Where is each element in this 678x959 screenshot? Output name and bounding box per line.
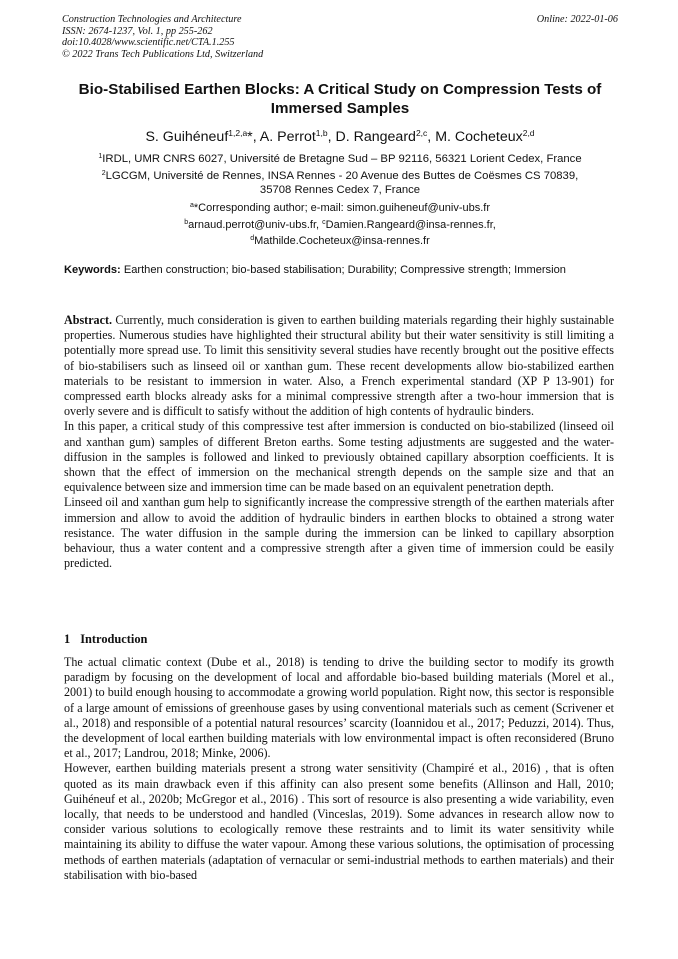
keywords-text: Earthen construction; bio-based stabilisation; Durability; Compressive strength; Immersion (123, 264, 566, 276)
body-paragraph: The actual climatic context (Dube et al., 2018) is tending to drive the building sector to modify its growth paradigm by focusing on the development of local and affordable bio-based building materials (Morel et al., 2001) to build enough housing to accommodate a growing world population. Right now, this sector is responsible of a large amount of emissions of greenhouse gases by using conventional materials such as cement (Scrivener et al., 2018) and responsible of a potential natural resources’ scarcity (Ioannidou et al., 2017; Peduzzi, 2014). Thus, the development of local earthen building materials with low environmental impact is often reconsidered (Bruno et al., 2017; Landrou, 2018; Minke, 2006). (64, 655, 614, 761)
section-heading (64, 632, 147, 647)
author-affil-sup: 1,b (315, 128, 328, 138)
abstract-paragraph: Linseed oil and xanthan gum help to significantly increase the compressive strength of the earthen materials after immersion and allow to avoid the addition of hydraulic binders in earthen blocks to obtained a strong water resistance. The water diffusion in the sample during the immersion can be linked to capillary absorption behaviour, thus a water content and a compressive strength after a given time of immersion could be easily predicted. (64, 495, 614, 571)
online-date: Online: 2022-01-06 (536, 14, 618, 25)
email-sup: b (184, 218, 189, 226)
email-line (40, 232, 640, 249)
abstract-label: Abstract. (64, 313, 113, 327)
author-affil-sup: 1,2,a (228, 128, 248, 138)
keywords-label: Keywords: (64, 264, 121, 276)
author-separator: *, (247, 129, 260, 145)
email-text: Damien.Rangeard@insa-rennes.fr, (325, 218, 496, 231)
abstract (64, 313, 614, 571)
affiliation-2 (40, 167, 640, 184)
author-list (40, 124, 640, 146)
email-sup: d (250, 235, 255, 242)
journal-header (62, 14, 618, 60)
author-name: A. Perrot (259, 129, 316, 145)
abstract-paragraph (64, 313, 614, 419)
affiliation-text: IRDL, UMR CNRS 6027, Université de Bretagne Sud – BP 92116, 56321 Lorient Cedex, France (102, 153, 582, 165)
abstract-text: Currently, much consideration is given to earthen building materials regarding their highly sustainable properties. Numerous studies have highlighted their structural ability but their water sensitivity is still limiting a potentially more spread use. To limit this sensitivity several studies have recently brought out the positive effects of bio-stabilisers such as linseed oil or xanthan gum. These recent developments allow bio-stabilized earthen materials to be resistant to immersion in water. Also, a French experimental standard (XP P 13-901) for compressed earth blocks already asks for a minimal compressive strength after a two-hour immersion that is overly severe and is difficult to satisfy without the addition of high contents of hydraulic binders. (64, 313, 614, 419)
author-separator: , (327, 129, 336, 145)
email-sup: a (189, 202, 194, 209)
affiliation-1 (40, 150, 640, 167)
email-text: Mathilde.Cocheteux@insa-rennes.fr (254, 235, 430, 247)
author-affil-sup: 2,c (415, 128, 428, 138)
corresponding-author (40, 199, 640, 216)
copyright-line: © 2022 Trans Tech Publications Ltd, Switzerland (62, 48, 264, 60)
email-block (40, 199, 640, 249)
abstract-paragraph: In this paper, a critical study of this compressive test after immersion is conducted on bio-stabilized (linseed oil and xanthan gum) samples of different Breton earths. Some testing adjustments are suggested and the water-diffusion in the samples is followed and linked to previously obtained capillary absorption coefficients. It is shown that the effect of immersion on the mechanical strength depends on the sample size and that an equivalence between size and immersion time can be made based on an equivalent penetration depth. (64, 419, 614, 495)
affiliations (40, 150, 640, 198)
affiliation-text: LGCGM, Université de Rennes, INSA Rennes - 20 Avenue des Buttes de Coësmes CS 70839, (105, 169, 579, 182)
author-name: S. Guihéneuf (145, 129, 229, 145)
email-text: *Corresponding author; e-mail: simon.guiheneuf@univ-ubs.fr (193, 202, 490, 214)
author-affil-sup: 2,d (522, 128, 535, 138)
author-name: D. Rangeard (335, 129, 416, 145)
author-separator: , (427, 129, 436, 145)
paper-title: Bio-Stabilised Earthen Blocks: A Critical Study on Compression Tests of Immersed Samples (78, 81, 602, 117)
section-number: 1 (64, 632, 71, 646)
issn-line: ISSN: 2674-1237, Vol. 1, pp 255-262 (62, 25, 213, 37)
affiliation-2-cont: 35708 Rennes Cedex 7, France (259, 184, 421, 196)
email-text: arnaud.perrot@univ-ubs.fr, (188, 218, 323, 231)
introduction-body (64, 655, 614, 883)
body-paragraph: However, earthen building materials present a strong water sensitivity (Champiré et al., 2016) , that is often quoted as its main drawback even if this affinity can also present some benefits (Allinson and Hall, 2010; Guihéneuf et al., 2020b; McGregor et al., 2016) . This sort of resource is also presenting a wide variability, even locally, that needs to be understood and handled (Vinceslas, 2019). Some advances in research allow now to consider various solutions to ecologically remove these restraints and to limit its water sensitivity while maintaining its ability to diffuse the water vapour. Among these various solutions, the optimisation of processing methods of earthen materials (adaptation of vernacular or semi-industrial methods to earthen materials) and their stabilisation with bio-based (64, 761, 614, 882)
journal-name: Construction Technologies and Architecture (62, 14, 242, 25)
email-line (40, 216, 640, 233)
email-sup: c (322, 218, 326, 226)
keywords (64, 263, 614, 278)
affiliation-sup: 1 (98, 153, 103, 160)
doi-line: doi:10.4028/www.scientific.net/CTA.1.255 (62, 37, 235, 48)
affiliation-sup: 2 (101, 169, 106, 177)
author-name: M. Cocheteux (435, 129, 523, 145)
section-title: Introduction (80, 632, 148, 646)
